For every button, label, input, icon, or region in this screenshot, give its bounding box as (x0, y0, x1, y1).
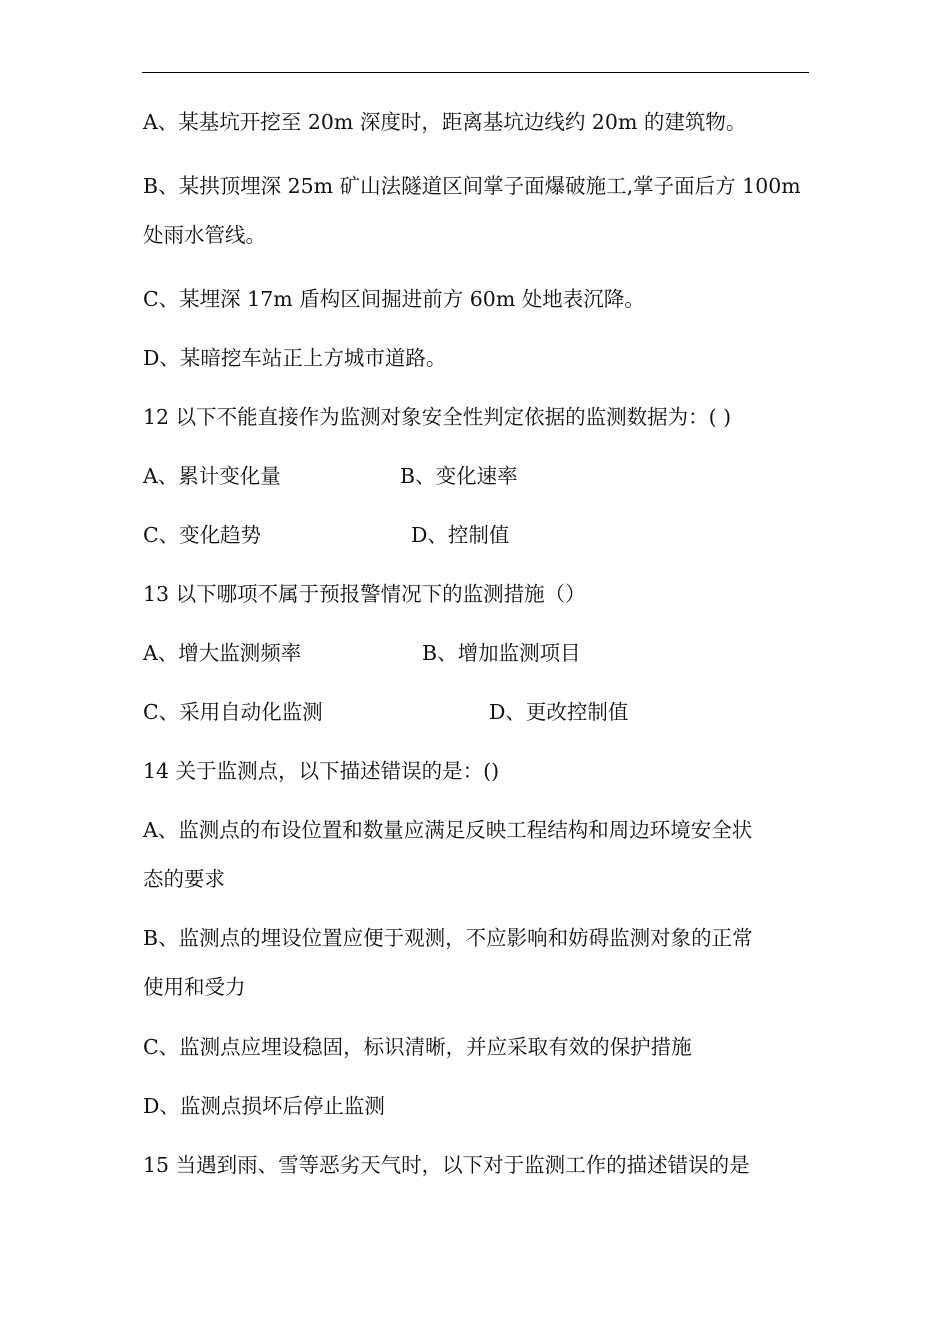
q11-option-b: B、某拱顶埋深 25m 矿山法隧道区间掌子面爆破施工,掌子面后方 100m (143, 174, 801, 198)
question-15: 15 当遇到雨、雪等恶劣天气时，以下对于监测工作的描述错误的是 (143, 1153, 750, 1177)
q11-option-d: D、某暗挖车站正上方城市道路。 (143, 346, 447, 370)
q12-options-row-1 (143, 462, 803, 490)
q14-option-a: A、监测点的布设位置和数量应满足反映工程结构和周边环境安全状 (143, 818, 753, 842)
q13-option-a: A、增大监测频率 (143, 641, 302, 665)
question-14: 14 关于监测点，以下描述错误的是：() (143, 759, 500, 783)
q12-option-a: A、累计变化量 (143, 464, 281, 488)
q14-option-b-continuation: 使用和受力 (143, 975, 246, 999)
q13-options-row-1 (143, 639, 803, 667)
q11-option-a: A、某基坑开挖至 20m 深度时，距离基坑边线约 20m 的建筑物。 (143, 110, 747, 134)
q12-option-c: C、变化趋势 (143, 523, 262, 547)
q13-option-d: D、更改控制值 (489, 700, 629, 724)
q11-option-b-continuation: 处雨水管线。 (143, 223, 266, 247)
question-12: 12 以下不能直接作为监测对象安全性判定依据的监测数据为：( ) (143, 405, 732, 429)
q14-option-d: D、监测点损坏后停止监测 (143, 1094, 385, 1118)
q14-option-a-continuation: 态的要求 (143, 867, 225, 891)
q11-option-c: C、某埋深 17m 盾构区间掘进前方 60m 处地表沉降。 (143, 287, 645, 311)
q12-option-d: D、控制值 (411, 523, 510, 547)
question-13: 13 以下哪项不属于预报警情况下的监测措施（） (143, 582, 586, 606)
q14-option-b: B、监测点的埋设位置应便于观测，不应影响和妨碍监测对象的正常 (143, 926, 753, 950)
q13-option-b: B、增加监测项目 (422, 641, 581, 665)
q12-option-b: B、变化速率 (400, 464, 518, 488)
q14-option-c: C、监测点应埋设稳固，标识清晰，并应采取有效的保护措施 (143, 1035, 692, 1059)
q12-options-row-2 (143, 521, 803, 549)
q13-options-row-2 (143, 698, 803, 726)
q13-option-c: C、采用自动化监测 (143, 700, 323, 724)
header-rule (142, 72, 809, 73)
